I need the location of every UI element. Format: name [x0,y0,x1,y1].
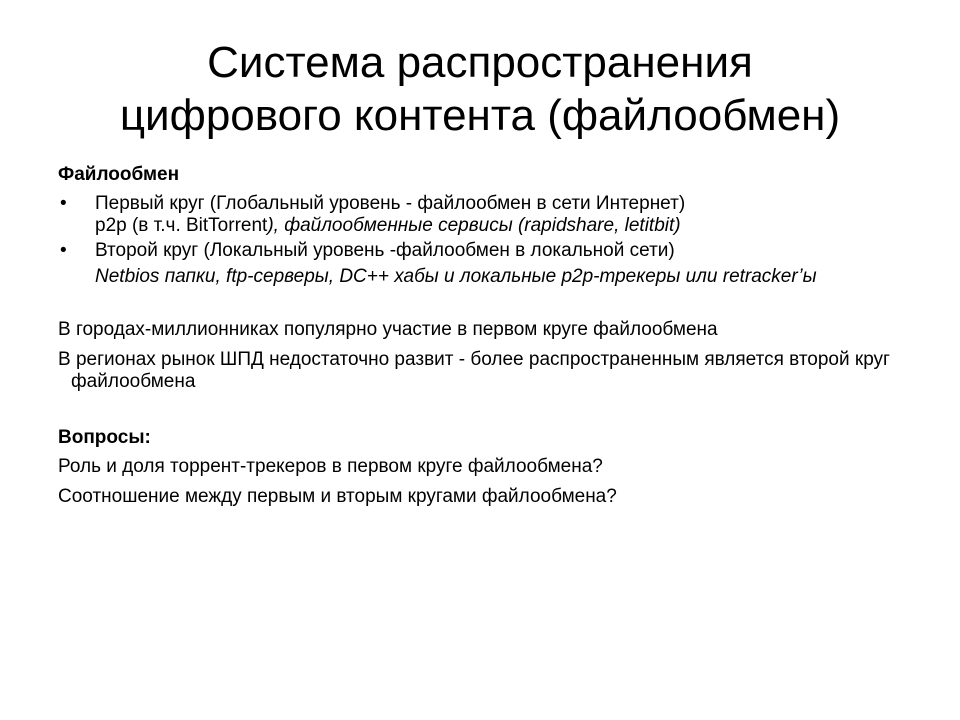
question-1: Роль и доля торрент-трекеров в первом круге файлообмена? [58,456,603,477]
slide-title-line-1: Система распространения [207,38,753,87]
bullet-icon: • [60,193,67,214]
slide-title [0,36,960,142]
first-circle-examples-plain: p2p (в т.ч. BitTorrent [95,215,268,236]
list-item-second-circle [58,240,918,288]
first-circle-examples [95,215,918,237]
spacer [58,401,918,427]
paragraph-regions: В регионах рынок ШПД недостаточно развит - более распространенным является второй круг файлообмена [58,349,890,392]
slide-body [58,164,918,516]
second-circle-examples: Netbios папки, ftp-серверы, DC++ хабы и локальные p2p-трекеры или retracker’ы [95,266,817,287]
first-circle-examples-italic: ), файлообменные сервисы (rapidshare, letitbit) [267,215,681,236]
question-2: Соотношение между первым и вторым кругами файлообмена? [58,486,617,507]
slide-title-line-2: цифрового контента (файлообмен) [119,91,841,140]
bullet-list [58,193,918,288]
list-item-first-circle [58,193,918,237]
first-circle-title: Первый круг (Глобальный уровень - файлообмен в сети Интернет) [95,193,686,214]
section-heading-file-sharing: Файлообмен [58,164,180,185]
second-circle-title: Второй круг (Локальный уровень -файлообмен в локальной сети) [95,240,675,261]
section-heading-questions: Вопросы: [58,427,151,448]
bullet-icon: • [60,240,67,261]
spacer [58,291,918,319]
paragraph-big-cities: В городах-миллионниках популярно участие в первом круге файлообмена [58,319,718,340]
